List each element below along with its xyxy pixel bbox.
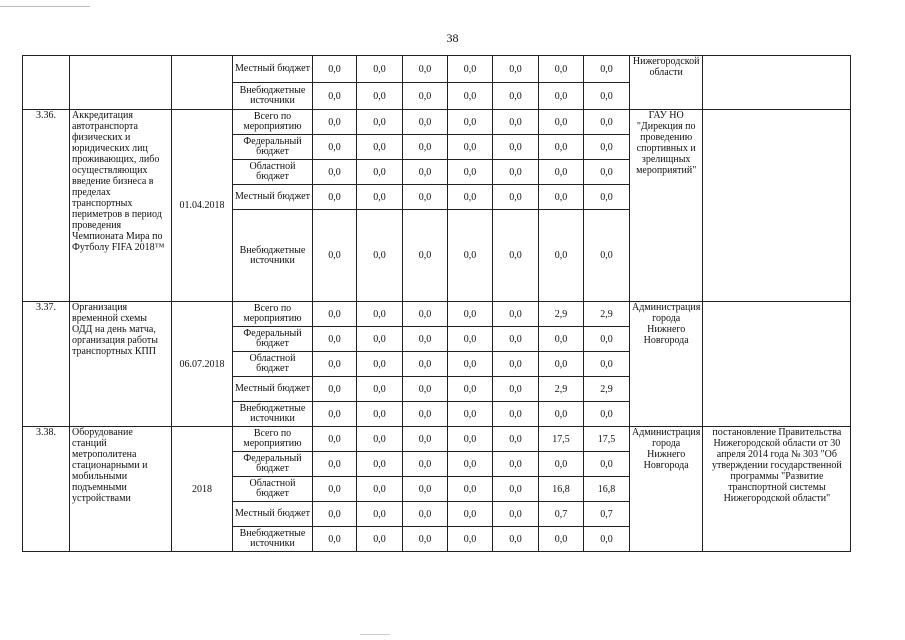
value-cell: 0,0	[357, 452, 403, 477]
value-cell: 0,0	[448, 56, 493, 83]
value-cell: 0,0	[357, 402, 403, 427]
value-cell: 0,0	[493, 160, 539, 185]
basis-cell: постановление Правительства Нижегородской области от 30 апреля 2014 года № 303 "Об утверждении государственной программы "Развитие транспортной системы Нижегородской области"	[703, 427, 851, 552]
value-cell: 0,0	[448, 352, 493, 377]
value-cell: 0,0	[493, 302, 539, 327]
value-cell: 0,0	[357, 210, 403, 302]
scan-edge-line	[360, 634, 390, 635]
value-cell: 0,0	[313, 452, 357, 477]
basis-cell	[703, 56, 851, 110]
executor-cell: Администрация города Нижнего Новгорода	[630, 302, 703, 427]
event-name-cell: Организация временной схемы ОДД на день матча, организация работы транспортных КПП	[70, 302, 172, 427]
event-name-cell	[70, 56, 172, 110]
value-cell: 0,0	[584, 402, 630, 427]
value-cell: 0,0	[493, 377, 539, 402]
value-cell: 0,0	[493, 185, 539, 210]
value-cell: 0,0	[357, 352, 403, 377]
value-cell: 0,0	[539, 83, 584, 110]
value-cell: 0,0	[403, 527, 448, 552]
value-cell: 0,0	[403, 327, 448, 352]
value-cell: 0,0	[493, 210, 539, 302]
value-cell: 0,0	[313, 110, 357, 135]
value-cell: 0,0	[313, 135, 357, 160]
funding-source-cell: Федеральный бюджет	[233, 327, 313, 352]
value-cell: 0,0	[493, 110, 539, 135]
value-cell: 2,9	[539, 377, 584, 402]
value-cell: 0,0	[448, 377, 493, 402]
funding-source-cell: Всего по мероприятию	[233, 302, 313, 327]
value-cell: 0,0	[403, 56, 448, 83]
value-cell: 0,0	[403, 452, 448, 477]
value-cell: 17,5	[584, 427, 630, 452]
value-cell: 0,0	[403, 160, 448, 185]
value-cell: 0,0	[539, 110, 584, 135]
value-cell: 0,0	[539, 527, 584, 552]
value-cell: 0,0	[403, 352, 448, 377]
value-cell: 0,0	[313, 352, 357, 377]
value-cell: 0,0	[313, 377, 357, 402]
value-cell: 0,0	[493, 527, 539, 552]
value-cell: 0,0	[357, 110, 403, 135]
value-cell: 0,0	[403, 110, 448, 135]
value-cell: 0,0	[448, 477, 493, 502]
value-cell: 0,0	[493, 477, 539, 502]
value-cell: 0,0	[539, 402, 584, 427]
program-table	[22, 55, 851, 552]
value-cell: 0,0	[539, 327, 584, 352]
item-number-cell: 3.36.	[23, 110, 70, 302]
value-cell: 0,0	[403, 377, 448, 402]
table-row	[23, 110, 851, 135]
value-cell: 0,0	[493, 427, 539, 452]
value-cell: 0,0	[584, 56, 630, 83]
value-cell: 0,0	[539, 135, 584, 160]
funding-source-cell: Местный бюджет	[233, 502, 313, 527]
value-cell: 0,0	[403, 502, 448, 527]
value-cell: 16,8	[539, 477, 584, 502]
value-cell: 0,0	[448, 83, 493, 110]
value-cell: 0,0	[313, 527, 357, 552]
value-cell: 0,0	[493, 352, 539, 377]
value-cell: 0,0	[357, 502, 403, 527]
page-number: 38	[446, 31, 459, 45]
value-cell: 0,0	[584, 210, 630, 302]
funding-source-cell: Областной бюджет	[233, 477, 313, 502]
date-cell: 2018	[172, 427, 233, 552]
funding-source-cell: Внебюджетные источники	[233, 402, 313, 427]
value-cell: 0,0	[584, 160, 630, 185]
item-number-cell: 3.38.	[23, 427, 70, 552]
funding-source-cell: Областной бюджет	[233, 160, 313, 185]
date-cell: 06.07.2018	[172, 302, 233, 427]
value-cell: 0,0	[403, 477, 448, 502]
value-cell: 0,0	[313, 477, 357, 502]
value-cell: 0,0	[448, 135, 493, 160]
funding-source-cell: Местный бюджет	[233, 56, 313, 83]
value-cell: 0,0	[313, 83, 357, 110]
value-cell: 0,0	[448, 502, 493, 527]
value-cell: 2,9	[584, 377, 630, 402]
funding-source-cell: Областной бюджет	[233, 352, 313, 377]
funding-source-cell: Внебюджетные источники	[233, 527, 313, 552]
value-cell: 0,0	[357, 83, 403, 110]
date-cell: 01.04.2018	[172, 110, 233, 302]
value-cell: 0,0	[313, 427, 357, 452]
value-cell: 0,0	[493, 502, 539, 527]
value-cell: 0,0	[357, 185, 403, 210]
value-cell: 0,0	[357, 160, 403, 185]
value-cell: 0,0	[448, 110, 493, 135]
value-cell: 0,0	[493, 83, 539, 110]
value-cell: 0,0	[448, 402, 493, 427]
value-cell: 0,0	[357, 135, 403, 160]
value-cell: 0,0	[357, 427, 403, 452]
value-cell: 0,0	[313, 302, 357, 327]
event-name-cell: Оборудование станций метрополитена стационарными и мобильными подъемными устройствами	[70, 427, 172, 552]
value-cell: 0,0	[584, 185, 630, 210]
table-row	[23, 302, 851, 327]
value-cell: 0,0	[357, 377, 403, 402]
executor-cell: Администрация города Нижнего Новгорода	[630, 427, 703, 552]
value-cell: 0,0	[493, 402, 539, 427]
value-cell: 0,0	[493, 327, 539, 352]
item-number-cell: 3.37.	[23, 302, 70, 427]
item-number-cell	[23, 56, 70, 110]
value-cell: 0,0	[448, 452, 493, 477]
value-cell: 0,0	[357, 302, 403, 327]
value-cell: 0,0	[448, 210, 493, 302]
value-cell: 0,0	[539, 452, 584, 477]
value-cell: 0,0	[448, 185, 493, 210]
funding-source-cell: Всего по мероприятию	[233, 110, 313, 135]
value-cell: 0,0	[313, 210, 357, 302]
value-cell: 0,0	[357, 477, 403, 502]
funding-source-cell: Внебюджетные источники	[233, 83, 313, 110]
value-cell: 2,9	[584, 302, 630, 327]
value-cell: 0,0	[584, 452, 630, 477]
value-cell: 0,0	[357, 527, 403, 552]
value-cell: 0,0	[493, 56, 539, 83]
value-cell: 0,0	[539, 56, 584, 83]
value-cell: 0,0	[539, 185, 584, 210]
funding-source-cell: Федеральный бюджет	[233, 135, 313, 160]
value-cell: 0,7	[539, 502, 584, 527]
value-cell: 2,9	[539, 302, 584, 327]
value-cell: 0,0	[403, 302, 448, 327]
value-cell: 0,0	[584, 110, 630, 135]
value-cell: 0,0	[313, 402, 357, 427]
value-cell: 0,0	[448, 527, 493, 552]
value-cell: 0,0	[403, 135, 448, 160]
date-cell	[172, 56, 233, 110]
value-cell: 16,8	[584, 477, 630, 502]
value-cell: 0,0	[584, 327, 630, 352]
value-cell: 0,0	[313, 160, 357, 185]
funding-source-cell: Местный бюджет	[233, 377, 313, 402]
basis-cell	[703, 302, 851, 427]
table-row	[23, 56, 851, 83]
value-cell: 0,0	[448, 427, 493, 452]
basis-cell	[703, 110, 851, 302]
value-cell: 0,0	[357, 56, 403, 83]
value-cell: 0,0	[403, 83, 448, 110]
event-name-cell: Аккредитация автотранспорта физических и юридических лиц проживающих, либо осуществляющих введение бизнеса в пределах транспортных периметров в период проведения Чемпионата Мира по Футболу FIFA 2018™	[70, 110, 172, 302]
funding-source-cell: Всего по мероприятию	[233, 427, 313, 452]
value-cell: 0,0	[313, 502, 357, 527]
value-cell: 0,0	[539, 160, 584, 185]
value-cell: 0,0	[539, 210, 584, 302]
value-cell: 0,0	[584, 527, 630, 552]
value-cell: 0,0	[584, 352, 630, 377]
value-cell: 0,0	[448, 327, 493, 352]
value-cell: 0,0	[403, 427, 448, 452]
value-cell: 0,0	[313, 185, 357, 210]
value-cell: 0,0	[584, 83, 630, 110]
value-cell: 0,0	[584, 135, 630, 160]
value-cell: 0,0	[448, 302, 493, 327]
value-cell: 0,0	[448, 160, 493, 185]
value-cell: 0,0	[539, 352, 584, 377]
executor-cell: ГАУ НО "Дирекция по проведению спортивных и зрелищных мероприятий"	[630, 110, 703, 302]
value-cell: 0,0	[493, 135, 539, 160]
value-cell: 0,0	[403, 210, 448, 302]
funding-source-cell: Федеральный бюджет	[233, 452, 313, 477]
value-cell: 17,5	[539, 427, 584, 452]
table-row	[23, 427, 851, 452]
funding-source-cell: Внебюджетные источники	[233, 210, 313, 302]
value-cell: 0,0	[403, 402, 448, 427]
value-cell: 0,0	[493, 452, 539, 477]
value-cell: 0,0	[357, 327, 403, 352]
scan-edge-line	[0, 6, 90, 7]
executor-cell: Нижегородской области	[630, 56, 703, 110]
value-cell: 0,0	[313, 327, 357, 352]
value-cell: 0,0	[313, 56, 357, 83]
value-cell: 0,7	[584, 502, 630, 527]
value-cell: 0,0	[403, 185, 448, 210]
funding-source-cell: Местный бюджет	[233, 185, 313, 210]
